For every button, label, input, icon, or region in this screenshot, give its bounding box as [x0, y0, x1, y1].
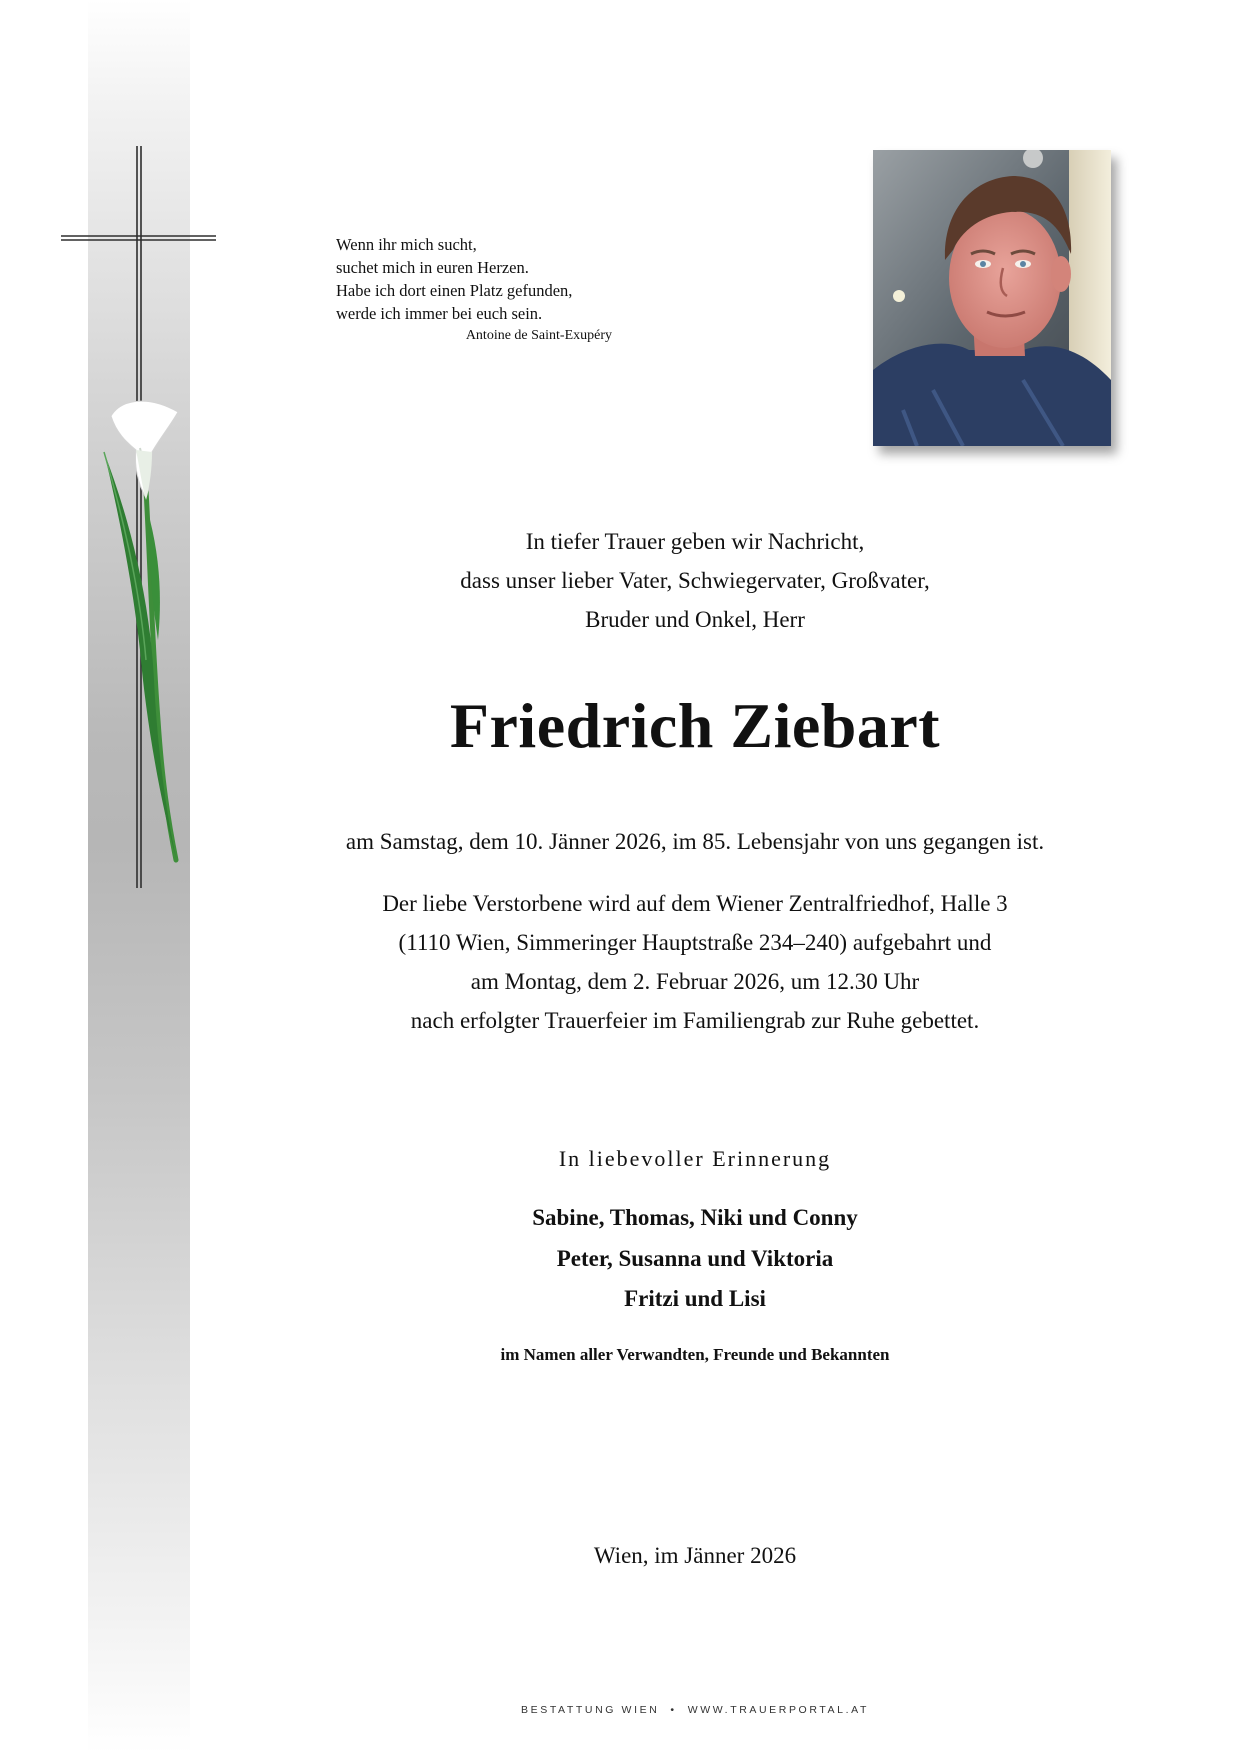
- deceased-name: Friedrich Ziebart: [449, 690, 941, 761]
- burial-line: nach erfolgter Trauerfeier im Familiengrab zur Ruhe gebettet.: [410, 1008, 980, 1033]
- quote-line: Habe ich dort einen Platz gefunden,: [336, 281, 573, 300]
- burial-details: [240, 884, 1150, 1040]
- cross-icon: [61, 146, 216, 888]
- intro-line: Bruder und Onkel, Herr: [585, 607, 805, 632]
- mourner-names: Fritzi und Lisi: [624, 1286, 766, 1311]
- remembrance-heading: In liebevoller Erinnerung: [558, 1146, 832, 1171]
- memorial-quote: [336, 233, 626, 347]
- footer-publisher: BESTATTUNG WIEN • WWW.TRAUERPORTAL.AT: [521, 1704, 869, 1716]
- place-date: Wien, im Jänner 2026: [593, 1543, 797, 1568]
- burial-line: Der liebe Verstorbene wird auf dem Wiener Zentralfriedhof, Halle 3: [382, 891, 1008, 916]
- quote-author: Antoine de Saint-Exupéry: [465, 328, 612, 343]
- burial-line: am Montag, dem 2. Februar 2026, um 12.30 Uhr: [470, 969, 920, 994]
- cross-with-lily-graphic: [0, 0, 260, 900]
- mourners-list: [240, 1198, 1150, 1320]
- burial-line: (1110 Wien, Simmeringer Hauptstraße 234–240) aufgebahrt und: [398, 930, 992, 955]
- announcement-intro: [240, 522, 1150, 639]
- quote-line: suchet mich in euren Herzen.: [336, 258, 529, 277]
- mourner-names: Sabine, Thomas, Niki und Conny: [532, 1205, 858, 1230]
- on-behalf-line: im Namen aller Verwandten, Freunde und Bekannten: [500, 1345, 890, 1364]
- passing-date-line: am Samstag, dem 10. Jänner 2026, im 85. Lebensjahr von uns gegangen ist.: [345, 829, 1045, 854]
- quote-line: Wenn ihr mich sucht,: [336, 235, 477, 254]
- intro-line: dass unser lieber Vater, Schwiegervater, Großvater,: [460, 568, 930, 593]
- mourner-names: Peter, Susanna und Viktoria: [556, 1245, 834, 1271]
- portrait-photo: [873, 150, 1111, 446]
- intro-line: In tiefer Trauer geben wir Nachricht,: [525, 529, 865, 554]
- portrait-image: [873, 150, 1111, 446]
- quote-line: werde ich immer bei euch sein.: [336, 304, 543, 323]
